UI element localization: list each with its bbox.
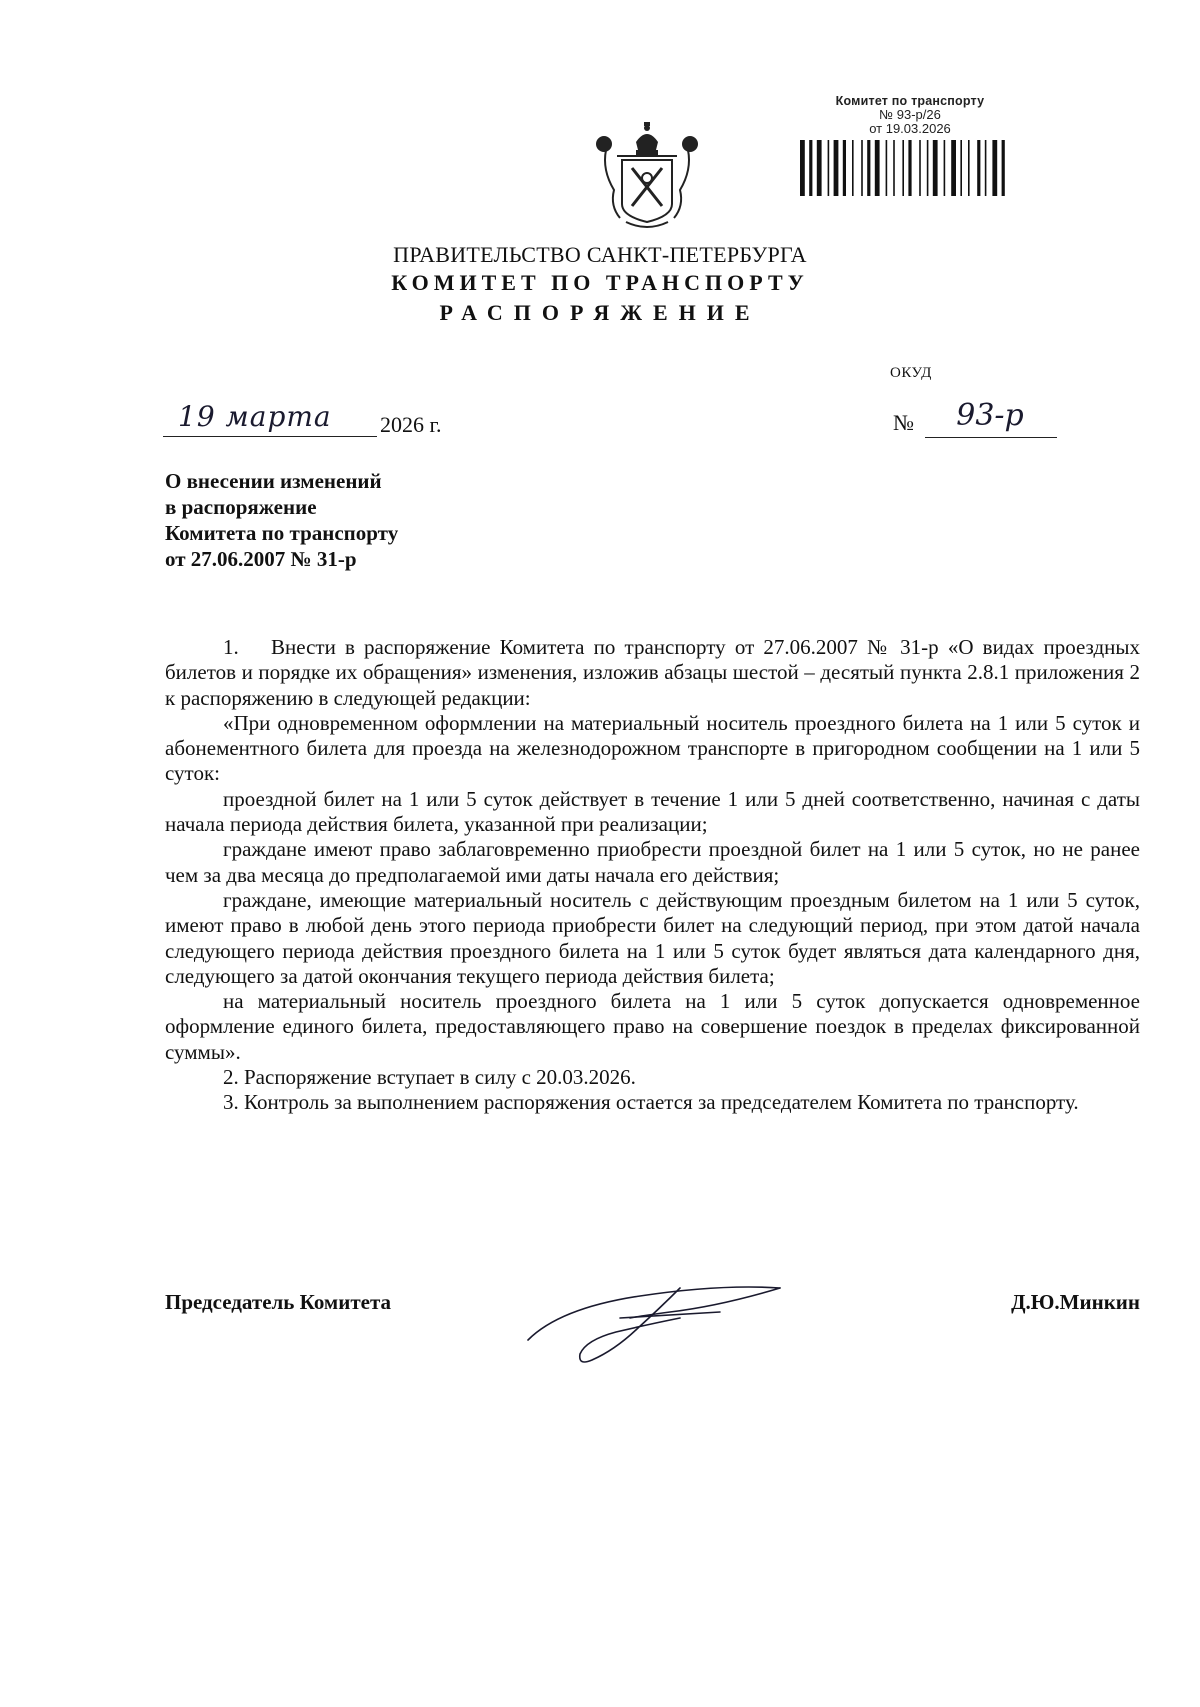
date-underline [163,436,377,437]
coat-of-arms-icon [592,120,702,232]
paragraph-number: 1. [223,635,239,659]
paragraph-5: граждане, имеющие материальный носитель с действующим проездным билетом на 1 или 5 суток, имеют право в любой день этого периода приобрести билет на следующий период, при этом датой начала следующего периода действия проездного билета на 1 или 5 суток будет являться дата календарного дня, следующего за датой окончания текущего периода действия билета; [165,887,1140,988]
document-subject [165,468,495,572]
number-label: № [893,410,914,435]
government-title: ПРАВИТЕЛЬСТВО САНКТ-ПЕТЕРБУРГА [393,242,807,267]
number-handwritten: 93-р [956,398,1024,433]
handwritten-signature [520,1268,790,1368]
barcode-icon [800,140,1100,200]
stamp-number: № 93-р/26 [879,107,941,122]
signatory-name: Д.Ю.Минкин [1011,1290,1140,1314]
paragraph-1 [165,635,1140,711]
subject-line: от 27.06.2007 № 31-р [165,547,357,571]
signatory-title: Председатель Комитета [165,1290,392,1314]
stamp-org: Комитет по транспорту [835,94,985,108]
subject-line: в распоряжение [165,495,317,519]
stamp-date: от 19.03.2026 [869,121,951,136]
paragraph-7: 2. Распоряжение вступает в силу с 20.03.2026. [223,1065,636,1090]
registration-stamp [760,94,1060,136]
okud-label: ОКУД [890,365,932,381]
paragraph-2: «При одновременном оформлении на материальный носитель проездного билета на 1 или 5 суток и абонементного билета для проезда на железнодорожном транспорте в пригородном сообщении на 1 или 5 суток: [165,710,1140,786]
document-body [165,635,1140,1116]
paragraph-6: на материальный носитель проездного билета на 1 или 5 суток допускается одновременное оформление единого билета, предоставляющего право на совершение поездок в пределах фиксированной суммы». [165,989,1140,1064]
paragraph-8: 3. Контроль за выполнением распоряжения остается за председателем Комитета по транспорту. [223,1090,1079,1115]
paragraph-text: Внести в распоряжение Комитета по транспорту от 27.06.2007 № 31-р «О видах проездных билетов и порядке их обращения» изменения, изложив абзацы шестой – десятый пункта 2.8.1 приложения 2 к распоряжению в следующей редакции: [165,635,1140,710]
number-underline [925,437,1057,438]
subject-line: О внесении изменений [165,469,382,493]
date-handwritten: 19 марта [178,400,332,433]
subject-line: Комитета по транспорту [165,521,399,545]
date-year: 2026 г. [380,412,442,437]
paragraph-4: граждане имеют право заблаговременно приобрести проездной билет на 1 или 5 суток, но не ранее чем за два месяца до предполагаемой ими даты начала его действия; [165,837,1140,887]
document-type: РАСПОРЯЖЕНИЕ [439,300,761,325]
paragraph-3: проездной билет на 1 или 5 суток действует в течение 1 или 5 дней соответственно, начиная с даты начала периода действия билета, указанной при реализации; [165,786,1140,837]
committee-title: КОМИТЕТ ПО ТРАНСПОРТУ [391,270,809,295]
